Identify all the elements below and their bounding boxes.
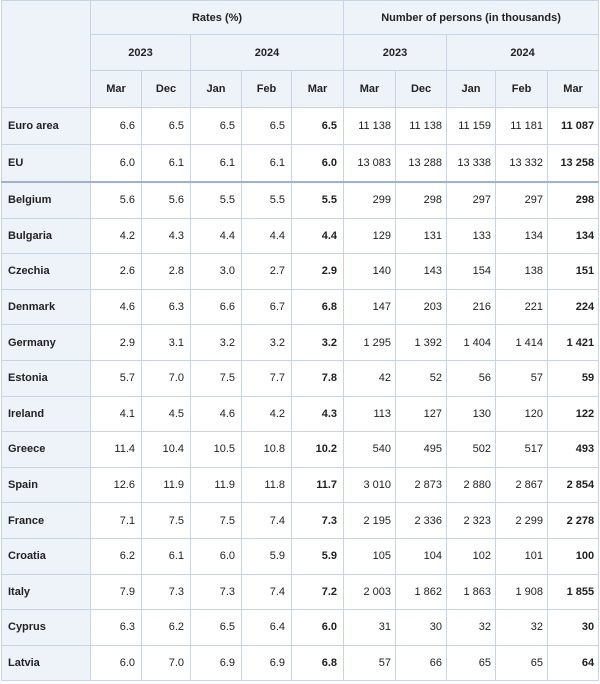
persons-cell: 502 [447,432,496,468]
rate-cell: 4.2 [242,396,292,432]
month-header: Feb [242,71,292,108]
rate-cell: 6.3 [142,289,191,325]
year-header: 2024 [191,35,344,71]
persons-cell: 1 855 [548,574,599,610]
country-name: France [2,503,91,539]
rate-cell: 10.4 [142,432,191,468]
country-name: Germany [2,325,91,361]
persons-cell: 298 [396,182,447,218]
rate-cell: 6.8 [292,289,344,325]
header-row-months [2,71,599,108]
country-name: Cyprus [2,610,91,646]
persons-cell: 57 [496,360,548,396]
persons-cell: 134 [548,218,599,254]
persons-cell: 11 138 [396,108,447,145]
persons-cell: 540 [344,432,396,468]
rate-cell: 7.7 [242,360,292,396]
rate-cell: 6.6 [91,108,142,145]
rate-cell: 11.9 [142,467,191,503]
rate-cell: 10.8 [242,432,292,468]
rate-cell: 5.9 [292,538,344,574]
persons-cell: 133 [447,218,496,254]
persons-cell: 2 299 [496,503,548,539]
rate-cell: 4.4 [292,218,344,254]
rate-cell: 2.7 [242,254,292,290]
rate-cell: 7.2 [292,574,344,610]
rate-cell: 6.6 [191,289,242,325]
rate-cell: 6.5 [191,108,242,145]
persons-cell: 122 [548,396,599,432]
month-header: Feb [496,71,548,108]
rate-cell: 6.3 [91,610,142,646]
rate-cell: 11.9 [191,467,242,503]
persons-cell: 517 [496,432,548,468]
rate-cell: 6.8 [292,645,344,681]
rate-cell: 5.5 [242,182,292,218]
persons-cell: 2 880 [447,467,496,503]
rate-cell: 10.5 [191,432,242,468]
persons-cell: 30 [396,610,447,646]
rate-cell: 4.4 [191,218,242,254]
persons-cell: 131 [396,218,447,254]
persons-cell: 102 [447,538,496,574]
rate-cell: 10.2 [292,432,344,468]
country-name: EU [2,145,91,183]
persons-cell: 13 083 [344,145,396,183]
persons-cell: 3 010 [344,467,396,503]
rate-cell: 4.6 [191,396,242,432]
persons-cell: 138 [496,254,548,290]
rate-cell: 5.7 [91,360,142,396]
persons-cell: 100 [548,538,599,574]
persons-cell: 57 [344,645,396,681]
rate-cell: 6.0 [91,645,142,681]
table-row [2,325,599,361]
persons-cell: 2 867 [496,467,548,503]
month-header: Jan [191,71,242,108]
rate-cell: 6.4 [242,610,292,646]
persons-cell: 2 336 [396,503,447,539]
persons-cell: 1 863 [447,574,496,610]
persons-cell: 154 [447,254,496,290]
persons-cell: 1 295 [344,325,396,361]
persons-cell: 104 [396,538,447,574]
persons-cell: 216 [447,289,496,325]
persons-cell: 52 [396,360,447,396]
persons-cell: 11 087 [548,108,599,145]
rate-cell: 6.2 [142,610,191,646]
table-row [2,218,599,254]
country-name: Greece [2,432,91,468]
country-name: Italy [2,574,91,610]
rate-cell: 6.5 [191,610,242,646]
persons-cell: 297 [496,182,548,218]
rate-cell: 7.4 [242,574,292,610]
persons-cell: 13 288 [396,145,447,183]
table-row [2,108,599,145]
persons-cell: 1 414 [496,325,548,361]
rate-cell: 7.3 [142,574,191,610]
persons-cell: 1 862 [396,574,447,610]
country-name: Bulgaria [2,218,91,254]
rate-cell: 11.8 [242,467,292,503]
table-row [2,360,599,396]
persons-cell: 101 [496,538,548,574]
table-row [2,645,599,681]
rate-cell: 4.3 [142,218,191,254]
persons-cell: 13 332 [496,145,548,183]
persons-cell: 1 421 [548,325,599,361]
persons-cell: 2 323 [447,503,496,539]
persons-cell: 11 181 [496,108,548,145]
rate-cell: 3.2 [242,325,292,361]
persons-cell: 65 [447,645,496,681]
rate-cell: 6.0 [191,538,242,574]
persons-cell: 66 [396,645,447,681]
year-header: 2024 [447,35,599,71]
rate-cell: 6.0 [91,145,142,183]
rate-cell: 2.6 [91,254,142,290]
persons-cell: 140 [344,254,396,290]
persons-cell: 151 [548,254,599,290]
persons-cell: 127 [396,396,447,432]
rate-cell: 5.9 [242,538,292,574]
country-name: Estonia [2,360,91,396]
rate-cell: 5.5 [292,182,344,218]
persons-cell: 203 [396,289,447,325]
table-row [2,289,599,325]
persons-cell: 134 [496,218,548,254]
year-header: 2023 [344,35,447,71]
table-row [2,396,599,432]
table-row [2,254,599,290]
table-row [2,432,599,468]
month-header: Mar [91,71,142,108]
rate-cell: 7.3 [292,503,344,539]
rate-cell: 7.5 [191,360,242,396]
month-header: Mar [292,71,344,108]
month-header: Jan [447,71,496,108]
country-name: Spain [2,467,91,503]
rate-cell: 4.4 [242,218,292,254]
rate-cell: 2.9 [91,325,142,361]
rate-cell: 5.6 [142,182,191,218]
persons-cell: 32 [447,610,496,646]
table-row [2,145,599,183]
month-header: Dec [396,71,447,108]
rate-cell: 2.9 [292,254,344,290]
rate-cell: 7.1 [91,503,142,539]
rate-cell: 7.9 [91,574,142,610]
persons-cell: 495 [396,432,447,468]
rate-cell: 12.6 [91,467,142,503]
country-name: Belgium [2,182,91,218]
rate-cell: 6.9 [242,645,292,681]
persons-cell: 224 [548,289,599,325]
persons-cell: 120 [496,396,548,432]
rate-cell: 5.6 [91,182,142,218]
table-row [2,574,599,610]
rate-cell: 6.7 [242,289,292,325]
rate-cell: 2.8 [142,254,191,290]
persons-cell: 65 [496,645,548,681]
rate-cell: 6.2 [91,538,142,574]
month-header: Mar [344,71,396,108]
rate-cell: 6.1 [142,145,191,183]
persons-cell: 59 [548,360,599,396]
rate-cell: 6.5 [242,108,292,145]
rate-cell: 7.0 [142,645,191,681]
persons-cell: 2 195 [344,503,396,539]
persons-cell: 2 854 [548,467,599,503]
country-name: Croatia [2,538,91,574]
rate-cell: 5.5 [191,182,242,218]
year-header: 2023 [91,35,191,71]
rate-cell: 3.2 [292,325,344,361]
persons-cell: 130 [447,396,496,432]
persons-cell: 105 [344,538,396,574]
rate-cell: 3.0 [191,254,242,290]
country-name: Czechia [2,254,91,290]
persons-cell: 2 278 [548,503,599,539]
table-row [2,610,599,646]
table-row [2,538,599,574]
table-row [2,503,599,539]
persons-cell: 1 392 [396,325,447,361]
rate-cell: 4.2 [91,218,142,254]
country-name: Euro area [2,108,91,145]
rate-cell: 11.4 [91,432,142,468]
unemployment-table [1,0,599,681]
rate-cell: 4.3 [292,396,344,432]
country-name: Latvia [2,645,91,681]
persons-cell: 143 [396,254,447,290]
header-row-years [2,35,599,71]
rate-cell: 7.8 [292,360,344,396]
rate-cell: 6.1 [242,145,292,183]
persons-cell: 221 [496,289,548,325]
rate-cell: 6.5 [292,108,344,145]
persons-cell: 2 873 [396,467,447,503]
rate-cell: 6.0 [292,610,344,646]
persons-cell: 298 [548,182,599,218]
persons-cell: 13 258 [548,145,599,183]
rate-cell: 7.3 [191,574,242,610]
country-name: Denmark [2,289,91,325]
rate-cell: 7.4 [242,503,292,539]
rate-cell: 4.5 [142,396,191,432]
table-row [2,182,599,218]
persons-cell: 297 [447,182,496,218]
rate-cell: 4.1 [91,396,142,432]
month-header: Mar [548,71,599,108]
persons-header: Number of persons (in thousands) [344,1,599,35]
header-row-groups [2,1,599,35]
rate-cell: 7.5 [191,503,242,539]
rate-cell: 6.9 [191,645,242,681]
rates-header: Rates (%) [91,1,344,35]
persons-cell: 31 [344,610,396,646]
rate-cell: 6.0 [292,145,344,183]
persons-cell: 129 [344,218,396,254]
rate-cell: 3.2 [191,325,242,361]
table-row [2,467,599,503]
persons-cell: 30 [548,610,599,646]
persons-cell: 64 [548,645,599,681]
rate-cell: 6.5 [142,108,191,145]
persons-cell: 2 003 [344,574,396,610]
rate-cell: 7.5 [142,503,191,539]
persons-cell: 147 [344,289,396,325]
persons-cell: 11 138 [344,108,396,145]
rate-cell: 11.7 [292,467,344,503]
rate-cell: 6.1 [142,538,191,574]
persons-cell: 32 [496,610,548,646]
country-name: Ireland [2,396,91,432]
persons-cell: 493 [548,432,599,468]
rate-cell: 6.1 [191,145,242,183]
persons-cell: 42 [344,360,396,396]
rate-cell: 7.0 [142,360,191,396]
persons-cell: 11 159 [447,108,496,145]
persons-cell: 1 908 [496,574,548,610]
rate-cell: 3.1 [142,325,191,361]
persons-cell: 113 [344,396,396,432]
persons-cell: 1 404 [447,325,496,361]
rate-cell: 4.6 [91,289,142,325]
country-header-cell [2,1,91,108]
table-body [2,108,599,681]
persons-cell: 299 [344,182,396,218]
month-header: Dec [142,71,191,108]
persons-cell: 56 [447,360,496,396]
persons-cell: 13 338 [447,145,496,183]
